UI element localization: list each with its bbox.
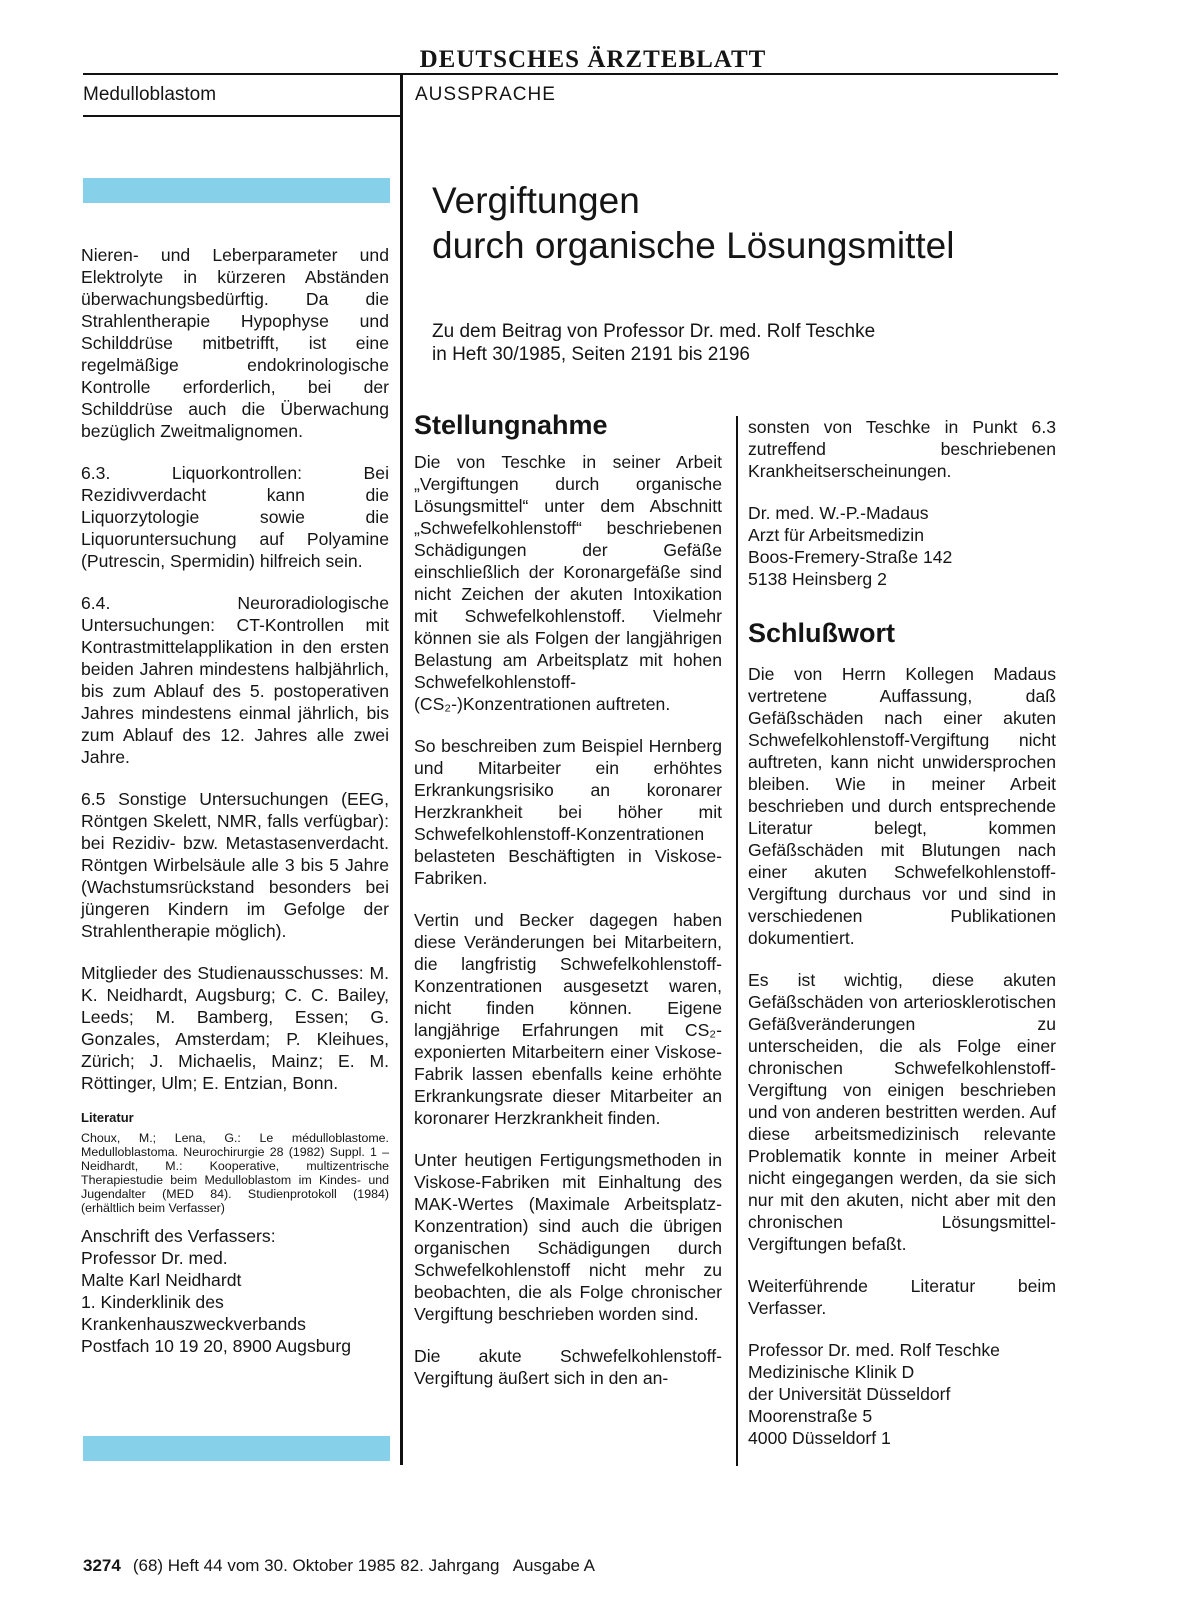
article-title xyxy=(432,178,954,268)
masthead-rule xyxy=(83,73,1058,75)
middle-paragraph: Die akute Schwefelkohlenstoff-Vergiftung äußert sich in den an- xyxy=(414,1346,722,1388)
left-column xyxy=(81,244,389,1357)
section-label-right: AUSSPRACHE xyxy=(415,84,556,105)
right-paragraph: Es ist wichtig, diese akuten Gefäßschäden von arteriosklerotischen Gefäßveränderungen zu unterscheiden, die als Folge einer chronischen Schwefelkohlenstoff-Vergiftung von einigen beschrieben und von anderen bestritten werden. Auf diese arbeitsmedizinisch relevante Problematik konnte in meiner Arbeit nicht eingegangen werden, da sie sich nur mit den akuten, nicht aber mit den chronischen Lösungsmittel-Vergiftungen befaßt. xyxy=(748,970,1056,1254)
section-label-left: Medulloblastom xyxy=(83,84,217,105)
column-divider-inner xyxy=(736,416,738,1466)
page-footer xyxy=(83,1556,595,1576)
right-continuation: sonsten von Teschke in Punkt 6.3 zutreffend beschriebenen Krankheitserscheinungen. xyxy=(748,417,1056,481)
right-paragraph: Die von Herrn Kollegen Madaus vertretene Auffassung, daß Gefäßschäden nach einer akuten Schwefelkohlenstoff-Vergiftung nicht auftreten, kann nicht unwidersprochen bleiben. Wie in meiner Arbeit beschrieben und durch entsprechende Literatur belegt, kommen Gefäßschäden mit Blutungen nach einer akuten Schwefelkohlenstoff-Vergiftung durchaus vor und sind in verschiedenen Publikationen dokumentiert. xyxy=(748,664,1056,948)
literature-heading: Literatur xyxy=(81,1110,134,1125)
page-number: 3274 xyxy=(83,1556,121,1575)
literature-text: Choux, M.; Lena, G.: Le médulloblastome. Medulloblastoma. Neurochirurgie 28 (1982) Suppl. 1 – Neidhardt, M.: Kooperative, multizentrische Therapiestudie beim Medulloblastom im Kindes- und Jugendalter (MED 84). Studienprotokoll (1984) (erhältlich beim Verfasser) xyxy=(81,1131,389,1215)
middle-column xyxy=(414,410,722,1409)
middle-paragraph: Die von Teschke in seiner Arbeit „Vergiftungen durch organische Lösungsmittel“ unter dem Abschnitt „Schwefelkohlenstoff“ beschriebenen Schädigungen der Gefäße einschließlich der Koronargefäße sind nicht Zeichen der akuten Intoxikation mit Schwefelkohlenstoff. Vielmehr können sie als Folgen der langjährigen Belastung am Arbeitsplatz mit hohen Schwefelkohlenstoff-(CS₂-)Konzentrationen auftreten. xyxy=(414,452,722,714)
header-rule-left xyxy=(83,115,401,117)
accent-bar-bottom xyxy=(83,1436,390,1461)
left-paragraph: 6.3. Liquorkontrollen: Bei Rezidivverdacht kann die Liquorzytologie sowie die Liquoruntersuchung auf Polyamine (Putrescin, Spermidin) hilfreich sein. xyxy=(81,463,389,571)
left-paragraph: Nieren- und Leberparameter und Elektrolyte in kürzeren Abständen überwachungsbedürftig. Da die Strahlentherapie Hypophyse und Schilddrüse mitbetrifft, ist eine regelmäßige endokrinologische Kontrolle erforderlich, bei der Schilddrüse auch die Überwachung bezüglich Zweitmalignomen. xyxy=(81,245,389,441)
section-heading-stellungnahme: Stellungnahme xyxy=(414,410,608,440)
article-subtitle: Zu dem Beitrag von Professor Dr. med. Rolf Teschke in Heft 30/1985, Seiten 2191 bis 2196 xyxy=(432,321,876,365)
signature-madaus: Dr. med. W.-P.-Madaus Arzt für Arbeitsmedizin Boos-Fremery-Straße 142 5138 Heinsberg 2 xyxy=(748,503,953,589)
middle-paragraph: Vertin und Becker dagegen haben diese Veränderungen bei Mitarbeitern, die langfristig Schwefelkohlenstoff-Konzentrationen ausgesetzt waren, nicht finden können. Eigene langjährige Erfahrungen mit CS₂-exponierten Mitarbeitern einer Viskose-Fabrik lassen ebenfalls keine erhöhte Erkrankungsrate dieser Mitarbeiter an koronarer Herzkrankheit finden. xyxy=(414,910,722,1128)
masthead: DEUTSCHES ÄRZTEBLATT xyxy=(419,46,767,73)
left-paragraph: 6.5 Sonstige Untersuchungen (EEG, Röntgen Skelett, NMR, falls verfügbar): bei Rezidiv- bzw. Metastasenverdacht. Röntgen Wirbelsäule alle 3 bis 5 Jahre (Wachstumsrückstand besonders bei jüngeren Kindern im Gefolge der Strahlentherapie möglich). xyxy=(81,789,389,941)
middle-paragraph: So beschreiben zum Beispiel Hernberg und Mitarbeiter ein erhöhtes Erkrankungsrisiko an koronarer Herzkrankheit bei höher mit Schwefelkohlenstoff-Konzentrationen belasteten Beschäftigten in Viskose-Fabriken. xyxy=(414,736,722,888)
accent-bar-top xyxy=(83,178,390,203)
left-paragraph: 6.4. Neuroradiologische Untersuchungen: CT-Kontrollen mit Kontrastmittelapplikation in den ersten beiden Jahren mindestens halbjährlich, bis zum Ablauf des 5. postoperativen Jahres mindestens einmal jährlich, bis zum Ablauf des 12. Jahres alle zwei Jahre. xyxy=(81,593,389,767)
right-column xyxy=(748,416,1056,1449)
right-paragraph: Weiterführende Literatur beim Verfasser. xyxy=(748,1276,1056,1318)
issue-info: (68) Heft 44 vom 30. Oktober 1985 82. Jahrgang Ausgabe A xyxy=(132,1556,595,1575)
signature-teschke: Professor Dr. med. Rolf Teschke Medizinische Klinik D der Universität Düsseldorf Moorenstraße 5 4000 Düsseldorf 1 xyxy=(748,1340,1000,1448)
column-divider-main xyxy=(400,75,403,1465)
section-heading-schlusswort: Schlußwort xyxy=(748,618,895,648)
middle-paragraph: Unter heutigen Fertigungsmethoden in Viskose-Fabriken mit Einhaltung des MAK-Wertes (Maximale Arbeitsplatz-Konzentration) sind auch die übrigen organischen Schädigungen durch Schwefelkohlenstoff nicht mehr zu beobachten, die als Folge chronischer Vergiftung beschrieben worden sind. xyxy=(414,1150,722,1324)
author-address: Anschrift des Verfassers: Professor Dr. med. Malte Karl Neidhardt 1. Kinderklinik des Krankenhauszweckverbands Postfach 10 19 20, 8900 Augsburg xyxy=(81,1226,351,1356)
article-title-line2: durch organische Lösungsmittel xyxy=(432,225,955,266)
article-title-line1: Vergiftungen xyxy=(432,180,640,221)
left-paragraph: Mitglieder des Studienausschusses: M. K. Neidhardt, Augsburg; C. C. Bailey, Leeds; M. Bamberg, Essen; G. Gonzales, Amsterdam; P. Kleihues, Zürich; J. Michaelis, Mainz; E. M. Röttinger, Ulm; E. Entzian, Bonn. xyxy=(81,963,389,1093)
